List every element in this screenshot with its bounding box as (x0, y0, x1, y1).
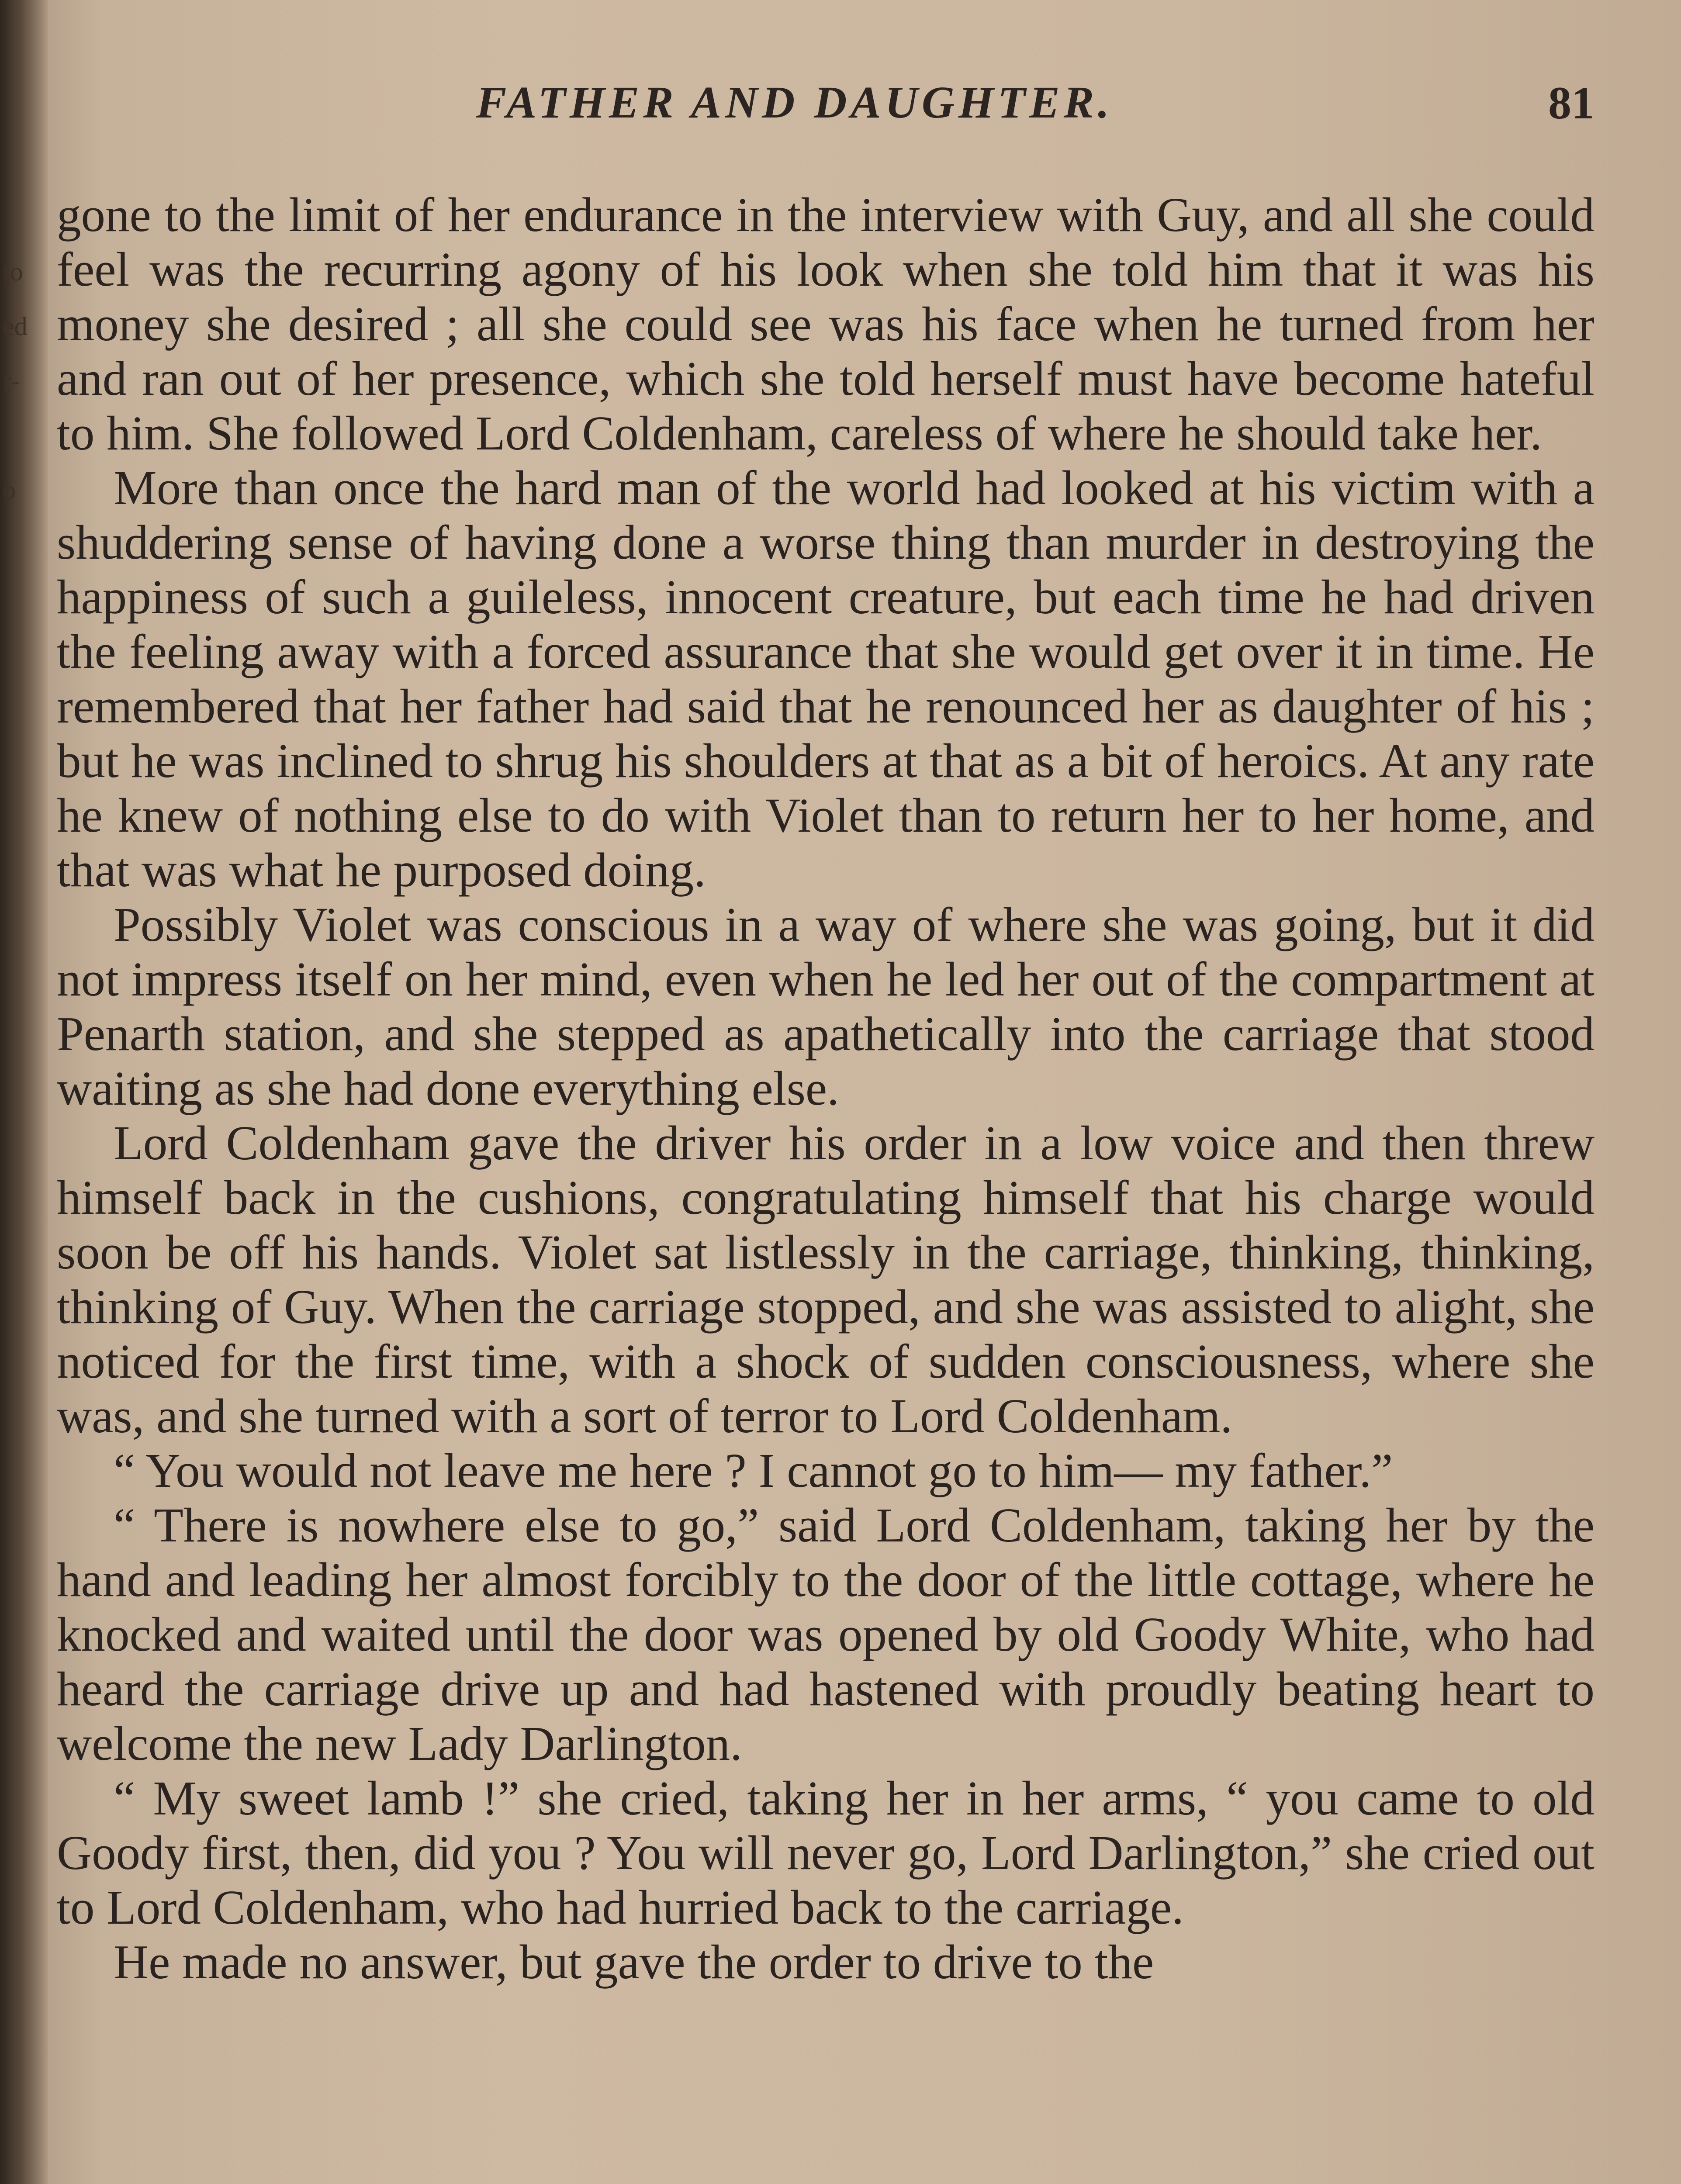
facing-page-fragments (3, 245, 29, 518)
paragraph: Lord Coldenham gave the driver his order in a low voice and then threw himself back in the cushions, congratulating himself that his charge would soon be off his hands. Violet sat listlessly in the carriage, thinking, thinking, thinking of Guy. When the carriage stopped, and she was assisted to alight, she noticed for the first time, with a shock of sudden consciousness, where she was, and she turned with a sort of terror to Lord Coldenham. (57, 1116, 1595, 1443)
facing-page-fragment: o (3, 476, 16, 505)
page-header (57, 76, 1595, 146)
page-number: 81 (1548, 77, 1595, 128)
paragraph: He made no answer, but gave the order to drive to the (114, 1935, 1154, 1989)
paragraph: Possibly Violet was conscious in a way of where she was going, but it did not impress itself on her mind, even when he led her out of the compartment at Penarth station, and she stepped as apathetically into the carriage that stood waiting as she had done everything else. (57, 898, 1595, 1116)
paragraph: “ There is nowhere else to go,” said Lord Coldenham, taking her by the hand and leading her almost forcibly to the door of the little cottage, where he knocked and waited until the door was opened by old Goody White, who had heard the carriage drive up and had hastened with proudly beating heart to welcome the new Lady Darlington. (57, 1499, 1595, 1771)
running-head: FATHER AND DAUGHTER. (476, 77, 1114, 128)
facing-page-fragment: r- (3, 366, 20, 395)
body-text (57, 188, 1595, 1990)
facing-page-fragment (3, 408, 29, 463)
paragraph: “ My sweet lamb !” she cried, taking her in her arms, “ you came to old Goody first, then, did you ? You will never go, Lord Darlington,” she cried out to Lord Coldenham, who had hurried back to the carriage. (57, 1772, 1595, 1935)
facing-page-fragment: to (3, 257, 23, 286)
paragraph: “ You would not leave me here ? I cannot go to him— my father.” (114, 1444, 1393, 1498)
paragraph: gone to the limit of her endurance in the interview with Guy, and all she could feel was the recurring agony of his look when she told him that it was his money she desired ; all she could see was his face when he turned from her and ran out of her presence, which she told herself must have become hateful to him. She followed Lord Coldenham, careless of where he should take her. (57, 188, 1595, 460)
facing-page-fragment: ed (3, 312, 28, 341)
paragraph: More than once the hard man of the world had looked at his victim with a shuddering sense of having done a worse thing than murder in destroying the happiness of such a guileless, innocent creature, but each time he had driven the feeling away with a forced assurance that she would get over it in time. He remembered that her father had said that he renounced her as daughter of his ; but he was inclined to shrug his shoulders at that as a bit of heroics. At any rate he knew of nothing else to do with Violet than to return her to her home, and that was what he purposed doing. (57, 461, 1595, 897)
